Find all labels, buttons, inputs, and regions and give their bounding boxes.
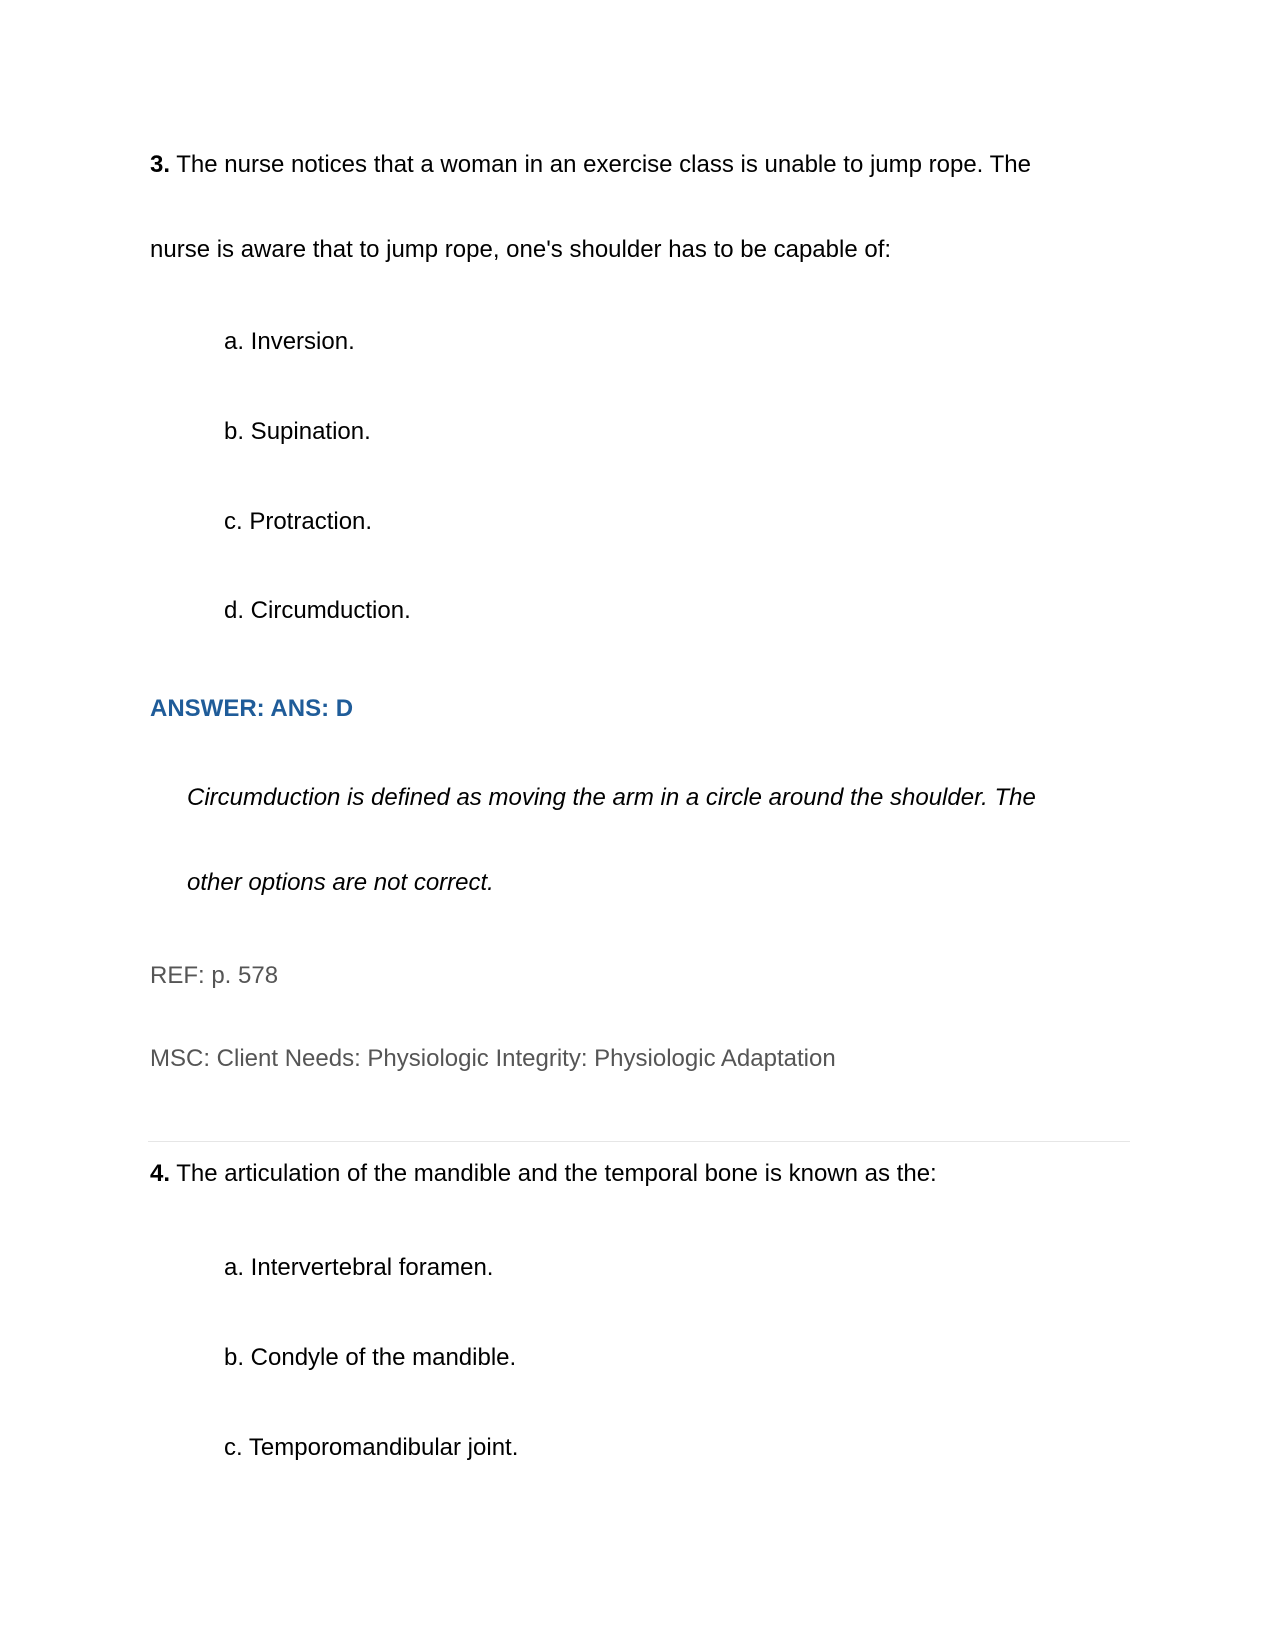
question-4-option-c: c. Temporomandibular joint. xyxy=(224,1434,519,1461)
question-3-reference: REF: p. 578 xyxy=(150,962,279,989)
question-4-stem-line-1 xyxy=(150,1160,937,1188)
question-3-number: 3. xyxy=(150,151,171,178)
question-3-answer: ANSWER: ANS: D xyxy=(150,695,354,722)
question-3-option-d: d. Circumduction. xyxy=(224,597,411,624)
question-3-option-c: c. Protraction. xyxy=(224,508,373,535)
question-3-rationale-line-1: Circumduction is defined as moving the arm in a circle around the shoulder. The xyxy=(187,784,1036,811)
question-4-option-b: b. Condyle of the mandible. xyxy=(224,1344,517,1371)
question-3-stem-text: The nurse notices that a woman in an exercise class is unable to jump rope. The xyxy=(176,151,1031,178)
question-4-option-a: a. Intervertebral foramen. xyxy=(224,1254,494,1281)
question-3-stem-line-1 xyxy=(150,151,1031,179)
question-3-msc: MSC: Client Needs: Physiologic Integrity: Physiologic Adaptation xyxy=(150,1045,836,1072)
question-3-option-a: a. Inversion. xyxy=(224,328,355,355)
question-4-stem-text: The articulation of the mandible and the temporal bone is known as the: xyxy=(176,1160,937,1187)
question-3-rationale-line-2: other options are not correct. xyxy=(187,869,494,896)
question-3-stem-line-2: nurse is aware that to jump rope, one's shoulder has to be capable of: xyxy=(150,236,892,263)
question-4-number: 4. xyxy=(150,1160,171,1187)
question-divider xyxy=(148,1141,1130,1142)
question-3-option-b: b. Supination. xyxy=(224,418,371,445)
